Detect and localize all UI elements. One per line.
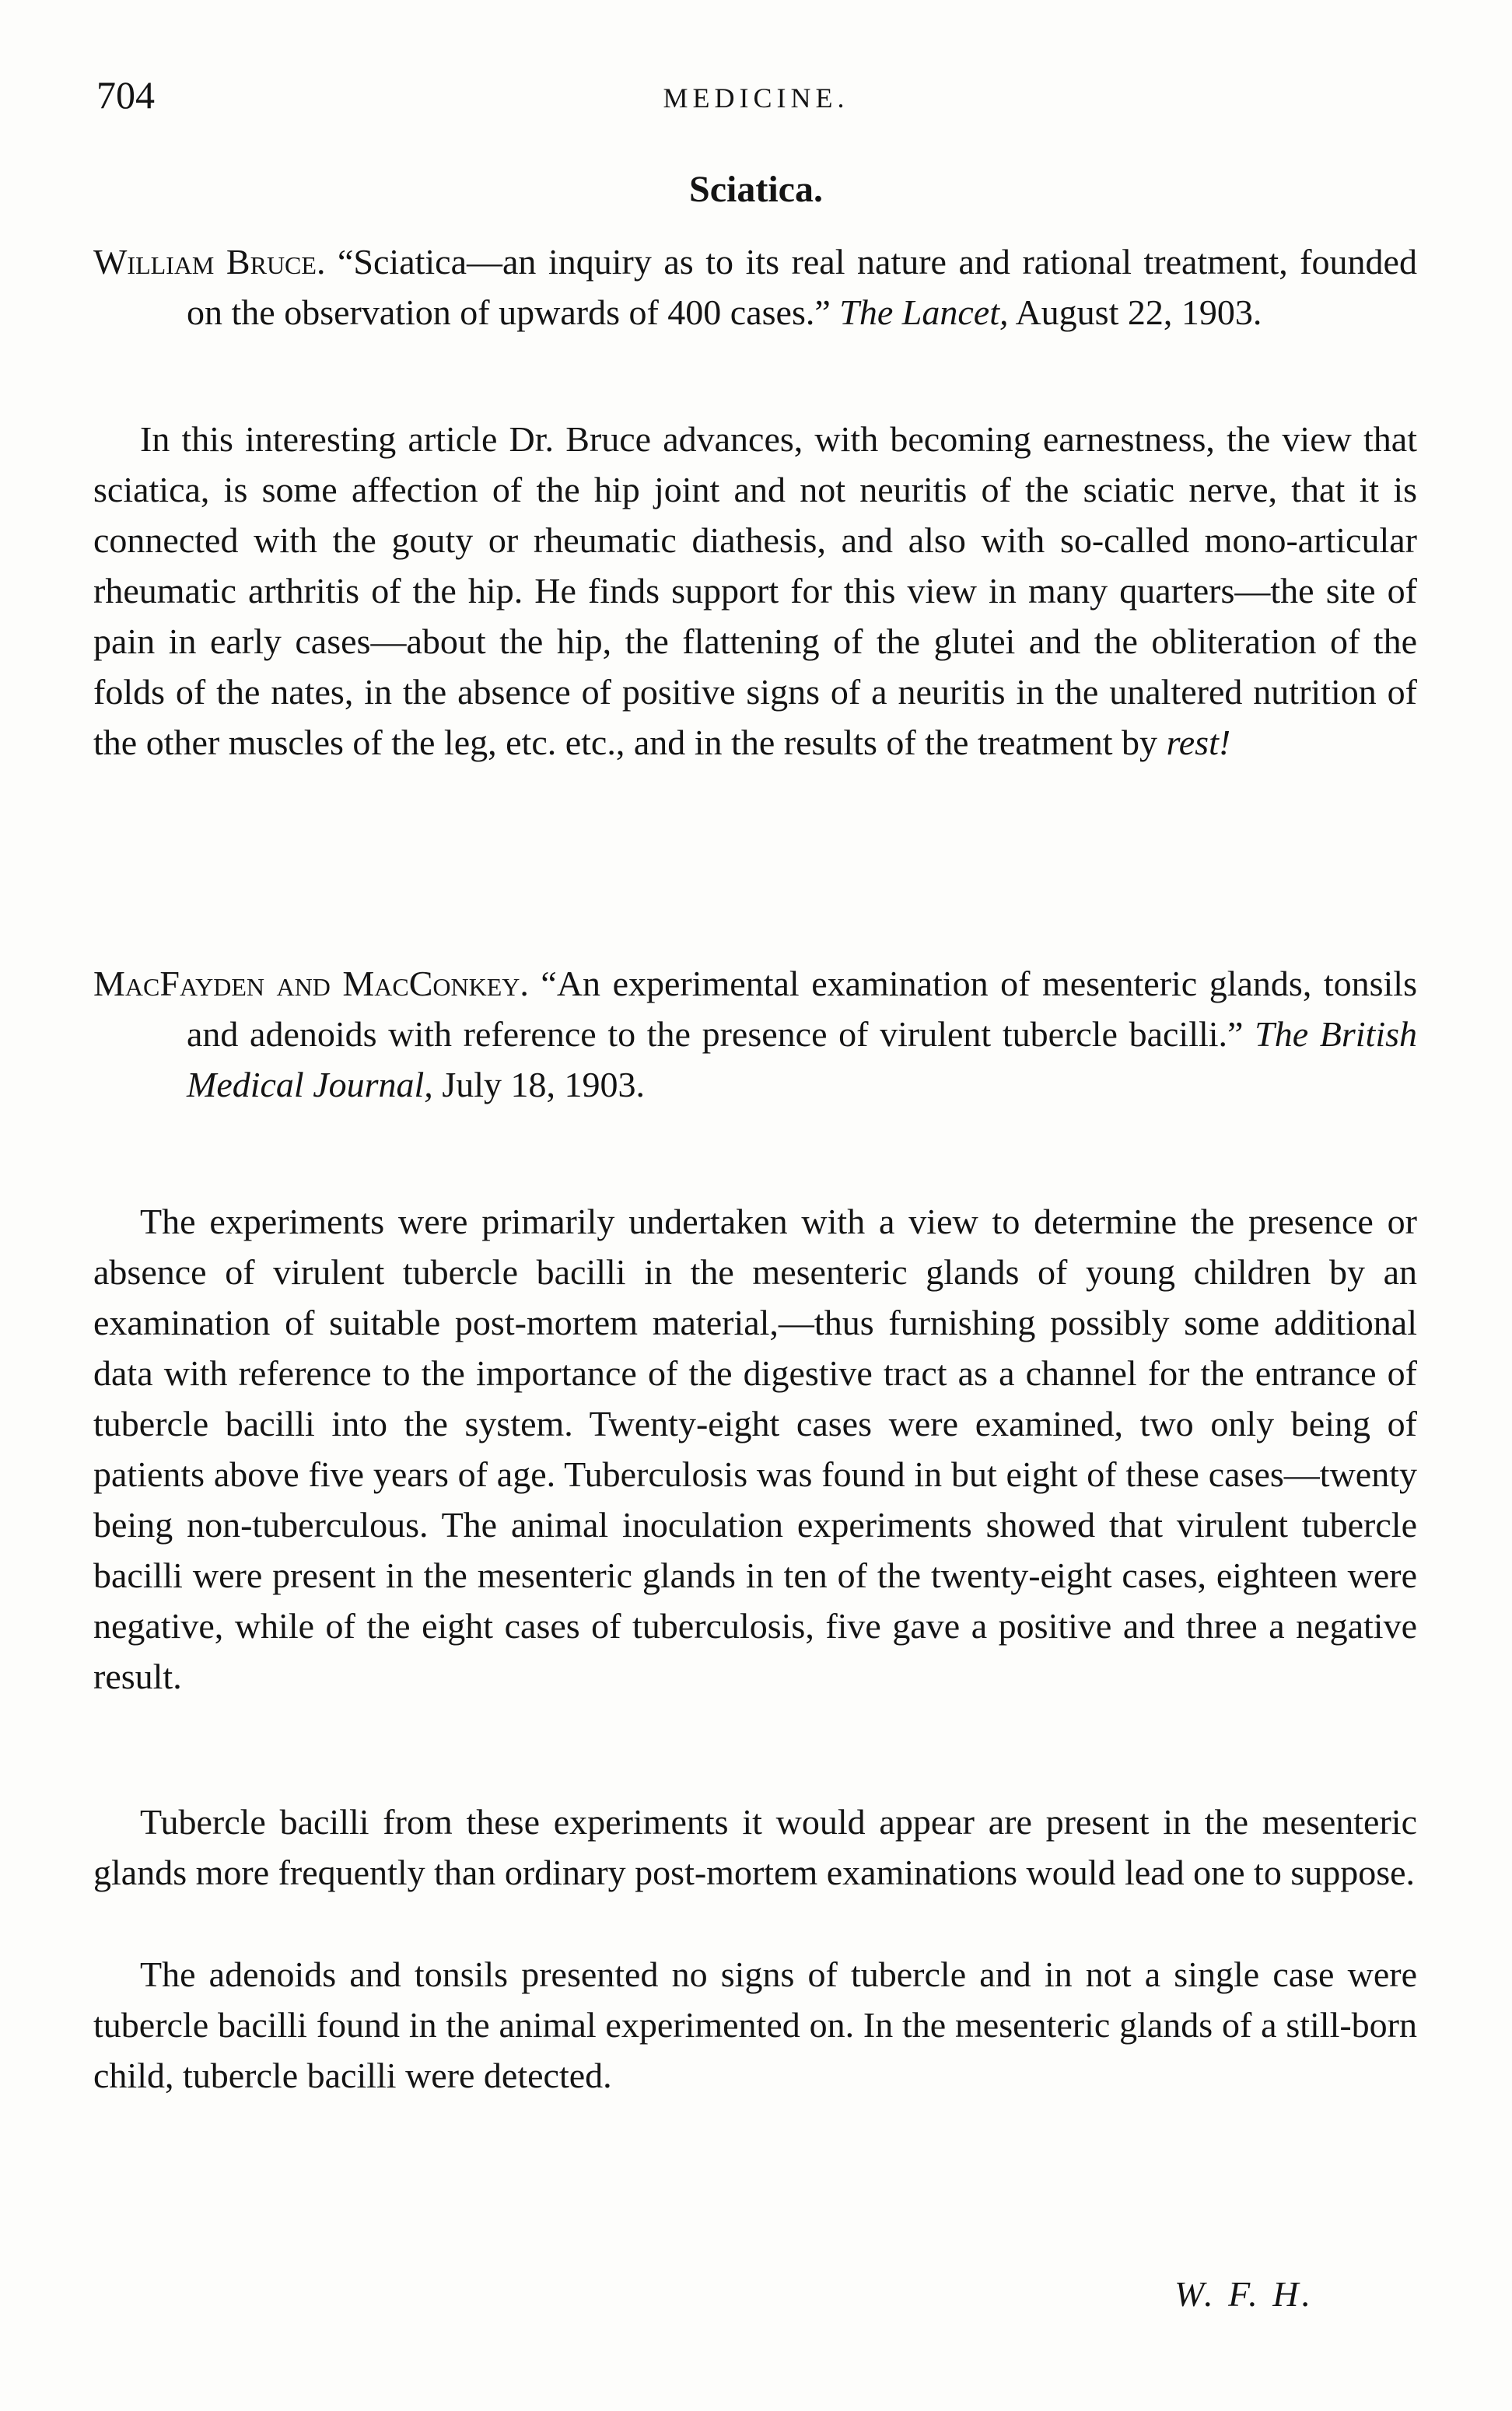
reference-title: “Sciatica—an inquiry as to its real nature and rational treatment, founded on the observation of upwards of 400 cases.” — [187, 242, 1417, 332]
body-paragraph — [93, 414, 1417, 768]
running-head — [0, 72, 1512, 118]
reference-authors: William Bruce. — [93, 242, 326, 282]
reference-date: July 18, 1903. — [432, 1065, 645, 1104]
reference-journal: The Lancet, — [839, 292, 1009, 332]
reference-date: August 22, 1903. — [1008, 292, 1262, 332]
reference-title: “An experimental examination of mesenteric glands, tonsils and adenoids with reference to the presence of virulent tubercle bacilli.” — [187, 964, 1417, 1054]
emphasis-text: rest! — [1166, 723, 1231, 762]
body-paragraph: The adenoids and tonsils presented no signs of tubercle and in not a single case were tubercle bacilli found in the animal experimented on. In the mesenteric glands of a still-born child, tubercle bacilli were detected. — [93, 1954, 1417, 2095]
section-title: Sciatica. — [689, 169, 823, 210]
body-paragraph: Tubercle bacilli from these experiments it would appear are present in the mesenteric glands more frequently than ordinary post-mortem examinations would lead one to suppose. — [93, 1802, 1417, 1892]
reference-authors: MacFayden and MacConkey. — [93, 964, 529, 1003]
reviewer-signature: W. F. H. — [1174, 2274, 1314, 2314]
reference-journal: The British Medical Journal, — [187, 1014, 1417, 1104]
reference-entry — [93, 958, 1417, 1110]
page-number: 704 — [96, 73, 155, 117]
reference-entry — [93, 236, 1417, 338]
body-paragraph: The experiments were primarily undertaken with a view to determine the presence or absence of virulent tubercle bacilli in the mesenteric glands of young children by an examination of suitable post-mortem material,—thus furnishing possibly some additional data with reference to the importance of the digestive tract as a channel for the entrance of tubercle bacilli into the system. Twenty-eight cases were examined, two only being of patients above five years of age. Tuberculosis was found in but eight of these cases—twenty being non-tuberculous. The animal inoculation experiments showed that virulent tubercle bacilli were present in the mesenteric glands in ten of the twenty-eight cases, eighteen were negative, while of the eight cases of tuberculosis, five gave a positive and three a negative result. — [93, 1202, 1417, 1696]
paragraph-text: In this interesting article Dr. Bruce advances, with becoming earnestness, the view that sciatica, is some affection of the hip joint and not neuritis of the sciatic nerve, that it is connected with the gouty or rheumatic diathesis, and also with so-called mono-articular rheumatic arthritis of the hip. He finds support for this view in many quarters—the site of pain in early cases—about the hip, the flattening of the glutei and the obliteration of the folds of the nates, in the absence of positive signs of a neuritis in the unaltered nutrition of the other muscles of the leg, etc. etc., and in the results of the treatment by — [93, 419, 1417, 762]
running-title: MEDICINE. — [663, 82, 849, 114]
